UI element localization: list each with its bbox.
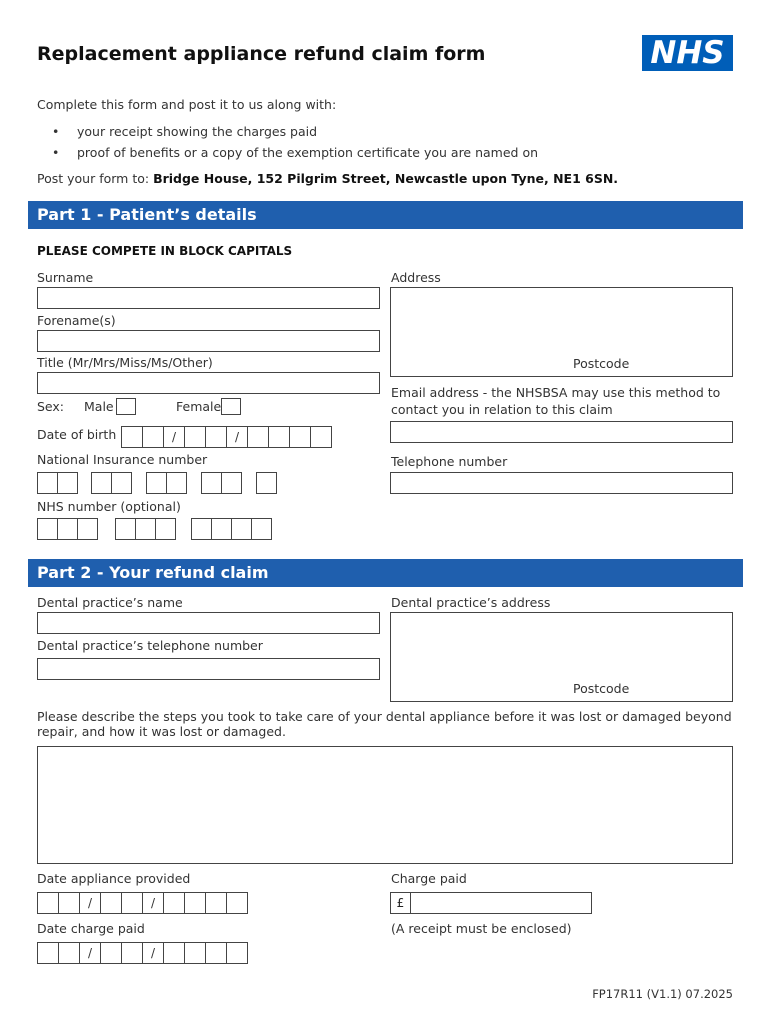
date-cell[interactable] [101, 893, 122, 913]
date-separator: / [80, 943, 101, 963]
date-separator: / [143, 943, 164, 963]
date-provided-label: Date appliance provided [37, 871, 191, 886]
surname-label: Surname [37, 270, 94, 285]
ni-cell[interactable] [38, 473, 58, 493]
ni-group-2[interactable] [91, 472, 132, 494]
practice-phone-label: Dental practice’s telephone number [37, 638, 263, 653]
nhs-cell[interactable] [212, 519, 232, 539]
postcode-label: Postcode [573, 356, 630, 371]
surname-field[interactable] [37, 287, 380, 309]
ni-label: National Insurance number [37, 452, 208, 467]
date-cell[interactable] [38, 893, 59, 913]
ni-cell[interactable] [202, 473, 222, 493]
date-cell[interactable] [59, 943, 80, 963]
date-cell[interactable] [122, 943, 143, 963]
date-cell[interactable] [227, 893, 248, 913]
address-field[interactable] [390, 287, 733, 377]
date-separator: / [80, 893, 101, 913]
dob-cell[interactable] [311, 427, 332, 447]
nhs-cell[interactable] [136, 519, 156, 539]
dob-cell[interactable] [248, 427, 269, 447]
part2-heading-band [28, 559, 743, 587]
dob-separator: / [164, 427, 185, 447]
forenames-label: Forename(s) [37, 313, 116, 328]
nhs-cell[interactable] [116, 519, 136, 539]
post-label: Post your form to: [37, 171, 154, 186]
dob-cell[interactable] [143, 427, 164, 447]
date-cell[interactable] [122, 893, 143, 913]
practice-address-label: Dental practice’s address [391, 595, 551, 610]
nhs-cell[interactable] [252, 519, 272, 539]
date-cell[interactable] [206, 893, 227, 913]
dob-label: Date of birth [37, 427, 117, 442]
page-title: Replacement appliance refund claim form [37, 43, 486, 65]
date-cell[interactable] [38, 943, 59, 963]
currency-symbol: £ [390, 892, 411, 914]
ni-cell[interactable] [147, 473, 167, 493]
dob-field[interactable] [121, 426, 332, 448]
intro-text: Complete this form and post it to us along with: [37, 97, 337, 112]
post-address: Bridge House, 152 Pilgrim Street, Newcastle upon Tyne, NE1 6SN. [153, 171, 619, 186]
male-checkbox[interactable] [116, 398, 136, 415]
male-label: Male [84, 399, 114, 414]
title-label: Title (Mr/Mrs/Miss/Ms/Other) [37, 355, 213, 370]
address-label: Address [391, 270, 441, 285]
date-cell[interactable] [185, 943, 206, 963]
form-code: FP17R11 (V1.1) 07.2025 [592, 987, 733, 1001]
nhs-cell[interactable] [58, 519, 78, 539]
part1-heading-band [28, 201, 743, 229]
nhs-number-group-2[interactable] [115, 518, 176, 540]
ni-cell[interactable] [58, 473, 78, 493]
nhs-logo: NHS [642, 35, 733, 71]
receipt-note: (A receipt must be enclosed) [391, 921, 572, 936]
bullet-item-receipt: your receipt showing the charges paid [77, 124, 318, 139]
bullet-dot: • [52, 145, 60, 160]
description-textarea[interactable] [37, 746, 733, 864]
describe-label-line1: Please describe the steps you took to take care of your dental appliance before it was lost or damaged beyond [37, 709, 732, 724]
part1-heading: Part 1 - Patient’s details [37, 205, 257, 224]
dob-separator: / [227, 427, 248, 447]
nhs-cell[interactable] [156, 519, 176, 539]
nhs-cell[interactable] [78, 519, 98, 539]
ni-cell[interactable] [167, 473, 187, 493]
practice-name-label: Dental practice’s name [37, 595, 183, 610]
female-checkbox[interactable] [221, 398, 241, 415]
date-cell[interactable] [206, 943, 227, 963]
date-cell[interactable] [227, 943, 248, 963]
bullet-dot: • [52, 124, 60, 139]
ni-cell[interactable] [222, 473, 242, 493]
date-separator: / [143, 893, 164, 913]
dob-cell[interactable] [269, 427, 290, 447]
date-cell[interactable] [185, 893, 206, 913]
charge-paid-field[interactable] [410, 892, 592, 914]
telephone-field[interactable] [390, 472, 733, 494]
sex-label: Sex: [37, 399, 65, 414]
charge-paid-label: Charge paid [391, 871, 467, 886]
date-cell[interactable] [59, 893, 80, 913]
date-cell[interactable] [101, 943, 122, 963]
ni-group-1[interactable] [37, 472, 78, 494]
date-paid-field[interactable] [37, 942, 248, 964]
dob-cell[interactable] [185, 427, 206, 447]
nhs-cell[interactable] [232, 519, 252, 539]
nhs-number-label: NHS number (optional) [37, 499, 181, 514]
practice-address-field[interactable] [390, 612, 733, 702]
date-provided-field[interactable] [37, 892, 248, 914]
title-field[interactable] [37, 372, 380, 394]
ni-group-4[interactable] [201, 472, 242, 494]
describe-label-line2: repair, and how it was lost or damaged. [37, 724, 286, 739]
date-cell[interactable] [164, 943, 185, 963]
nhs-number-group-3[interactable] [191, 518, 272, 540]
female-label: Female [176, 399, 222, 414]
block-capitals-instruction: PLEASE COMPETE IN BLOCK CAPITALS [37, 244, 293, 258]
nhs-cell[interactable] [38, 519, 58, 539]
telephone-label: Telephone number [391, 454, 508, 469]
ni-cell[interactable] [92, 473, 112, 493]
ni-group-3[interactable] [146, 472, 187, 494]
post-instruction [37, 171, 618, 187]
practice-name-field[interactable] [37, 612, 380, 634]
forenames-field[interactable] [37, 330, 380, 352]
nhs-number-group-1[interactable] [37, 518, 98, 540]
email-label-line2: contact you in relation to this claim [391, 402, 613, 417]
practice-phone-field[interactable] [37, 658, 380, 680]
part2-heading: Part 2 - Your refund claim [37, 563, 269, 582]
bullet-item-proof: proof of benefits or a copy of the exemption certificate you are named on [77, 145, 539, 160]
ni-group-5[interactable] [256, 472, 277, 494]
nhs-cell[interactable] [192, 519, 212, 539]
ni-cell[interactable] [257, 473, 277, 493]
dob-cell[interactable] [122, 427, 143, 447]
email-field[interactable] [390, 421, 733, 443]
practice-postcode-label: Postcode [573, 681, 630, 696]
date-cell[interactable] [164, 893, 185, 913]
email-label-line1: Email address - the NHSBSA may use this method to [391, 385, 721, 400]
date-paid-label: Date charge paid [37, 921, 145, 936]
dob-cell[interactable] [290, 427, 311, 447]
dob-cell[interactable] [206, 427, 227, 447]
ni-cell[interactable] [112, 473, 132, 493]
